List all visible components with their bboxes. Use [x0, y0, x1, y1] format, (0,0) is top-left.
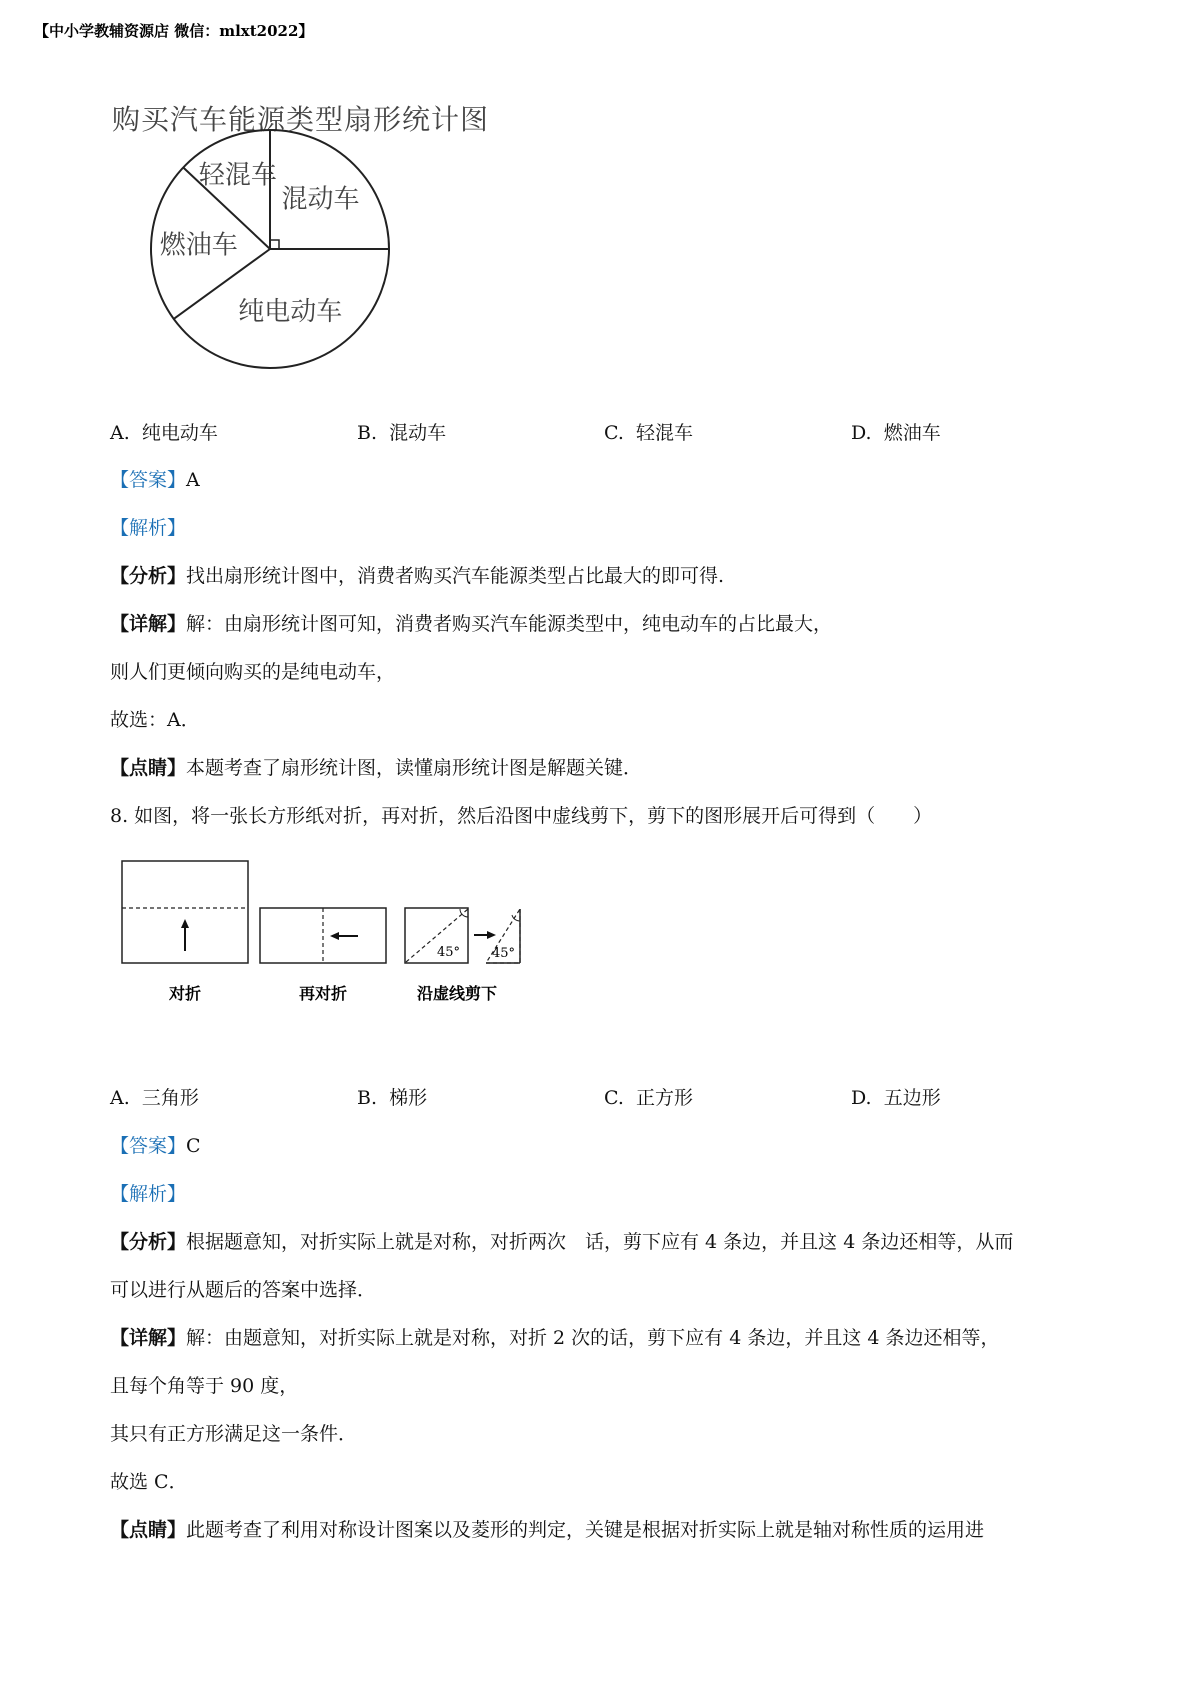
- q7-xiangjie-1: 【详解】解：由扇形统计图可知，消费者购买汽车能源类型中，纯电动车的占比最大，: [110, 613, 833, 635]
- caption-fold-again: 再对折: [298, 984, 348, 1003]
- q8-option-c[interactable]: C. 正方形: [604, 1087, 694, 1109]
- right-angle-marker: [270, 240, 279, 249]
- q7-option-d[interactable]: D. 燃油车: [851, 422, 941, 444]
- q7-xiangjie-2: 则人们更倾向购买的是纯电动车，: [110, 661, 396, 683]
- q8-option-d[interactable]: D. 五边形: [851, 1087, 941, 1109]
- angle-label-2: 45°: [492, 946, 516, 961]
- pie-slice-label: 轻混车: [198, 160, 277, 191]
- q8-dianjing: 【点睛】此题考查了利用对称设计图案以及菱形的判定，关键是根据对折实际上就是轴对称性质的运用进: [110, 1519, 985, 1541]
- q7-option-c[interactable]: C. 轻混车: [604, 422, 694, 444]
- q7-dianjing: 【点睛】本题考查了扇形统计图，读懂扇形统计图是解题关键．: [110, 757, 643, 779]
- q8-fenxi-1: 【分析】根据题意知，对折实际上就是对称，对折两次 话，剪下应有 4 条边，并且这 4 条边还相等，从而: [110, 1231, 1014, 1253]
- q8-option-a[interactable]: A. 三角形: [110, 1087, 199, 1109]
- fold-figure: [110, 855, 550, 1005]
- q7-answer: 【答案】A: [110, 469, 200, 491]
- q8-fenxi-2: 可以进行从题后的答案中选择．: [110, 1279, 377, 1301]
- q8-xiangjie-1: 【详解】解：由题意知，对折实际上就是对称，对折 2 次的话，剪下应有 4 条边，并且这 4 条边还相等，: [110, 1327, 1000, 1349]
- pie-chart: [150, 128, 440, 408]
- q8-analysis-tag: 【解析】: [110, 1183, 187, 1205]
- pie-slice-label: 混动车: [281, 184, 360, 215]
- q7-xiangjie-3: 故选：A．: [110, 709, 200, 731]
- chart-title: 购买汽车能源类型扇形统计图: [112, 103, 490, 136]
- angle-label-1: 45°: [437, 945, 461, 960]
- caption-fold: 对折: [168, 984, 202, 1003]
- watermark: 【中小学教辅资源店 微信：mlxt2022】: [34, 22, 314, 40]
- q8-xiangjie-3: 其只有正方形满足这一条件．: [110, 1423, 358, 1445]
- pie-slice-label: 纯电动车: [238, 297, 343, 328]
- caption-cut: 沿虚线剪下: [416, 984, 498, 1003]
- q7-option-a[interactable]: A. 纯电动车: [110, 422, 218, 444]
- q8-xiangjie-2: 且每个角等于 90 度，: [110, 1375, 299, 1397]
- q8-option-b[interactable]: B. 梯形: [357, 1087, 428, 1109]
- q7-analysis-tag: 【解析】: [110, 517, 187, 539]
- q8-answer: 【答案】C: [110, 1135, 201, 1157]
- q8-question: 8. 如图，将一张长方形纸对折，再对折，然后沿图中虚线剪下，剪下的图形展开后可得到（ ）: [110, 805, 933, 827]
- pie-slice-label: 燃油车: [159, 230, 238, 261]
- q7-fenxi: 【分析】找出扇形统计图中，消费者购买汽车能源类型占比最大的即可得.: [110, 565, 725, 587]
- q7-option-b[interactable]: B. 混动车: [357, 422, 447, 444]
- q8-xiangjie-4: 故选 C．: [110, 1471, 188, 1493]
